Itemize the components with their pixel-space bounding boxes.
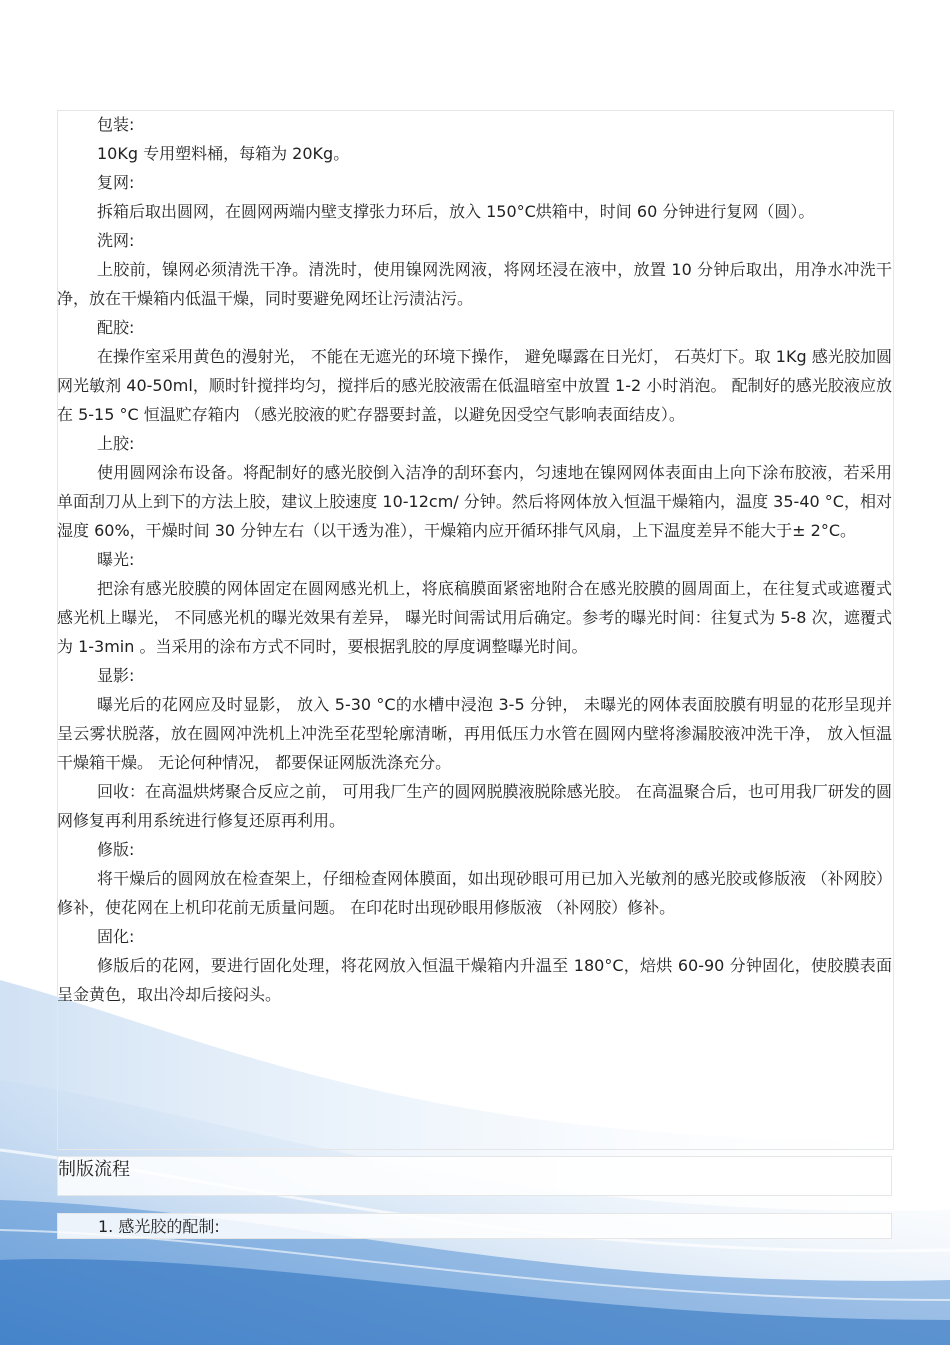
section-heading: 洗网: (97, 231, 135, 250)
section-paragraph: 拆箱后取出圆网，在圆网两端内壁支撑张力环后，放入 150°C烘箱中，时间 60 分钟进行复网（圆）。 (97, 202, 815, 221)
section-paragraph: 把涂有感光胶膜的网体固定在圆网感光机上，将底稿膜面紧密地附合在感光胶膜的圆周面上，在往复式或遮覆式感光机上曝光， 不同感光机的曝光效果有差异， 曝光时间需试用后确定。参考的曝光时间：往复式为 5-8 次，遮覆式为 1-3min 。当采用的涂布方式不同时，要根据乳胶的厚度调整曝光时间。 (57, 579, 892, 656)
document-body (57, 110, 892, 1009)
first-step-label: 1. 感光胶的配制: (98, 1217, 220, 1236)
first-step-box (57, 1213, 892, 1239)
section-heading: 上胶: (97, 434, 135, 453)
flow-title: 制版流程 (58, 1159, 130, 1180)
section-paragraph: 修版后的花网，要进行固化处理，将花网放入恒温干燥箱内升温至 180°C，焙烘 60-90 分钟固化，使胶膜表面呈金黄色，取出冷却后接闷头。 (57, 956, 892, 1004)
section-heading: 曝光: (97, 550, 135, 569)
section-heading: 固化: (97, 927, 135, 946)
flow-title-box (57, 1156, 892, 1196)
section-paragraph: 使用圆网涂布设备。将配制好的感光胶倒入洁净的刮环套内，匀速地在镍网网体表面由上向下涂布胶液，若采用单面刮刀从上到下的方法上胶，建议上胶速度 10-12cm/ 分钟。然后将网体放入恒温干燥箱内，温度 35-40 °C，相对湿度 60%，干燥时间 30 分钟左右（以干透为准），干燥箱内应开循环排气风扇，上下温度差异不能大于± 2°C。 (57, 463, 892, 540)
section-heading: 复网: (97, 173, 135, 192)
section-heading: 显影: (97, 666, 135, 685)
section-heading: 修版: (97, 840, 135, 859)
section-paragraph: 上胶前，镍网必须清洗干净。清洗时，使用镍网洗网液，将网坯浸在液中，放置 10 分钟后取出，用净水冲洗干净，放在干燥箱内低温干燥，同时要避免网坯让污渍沾污。 (57, 260, 892, 308)
section-paragraph: 曝光后的花网应及时显影， 放入 5-30 °C的水槽中浸泡 3-5 分钟， 未曝光的网体表面胶膜有明显的花形呈现并呈云雾状脱落，放在圆网冲洗机上冲洗至花型轮廓清晰，再用低压力水管在圆网内壁将渗漏胶液冲洗干净， 放入恒温干燥箱干燥。 无论何种情况， 都要保证网版洗涤充分。 (57, 695, 892, 772)
section-paragraph: 10Kg 专用塑料桶，每箱为 20Kg。 (97, 144, 350, 163)
section-paragraph: 在操作室采用黄色的漫射光， 不能在无遮光的环境下操作， 避免曝露在日光灯， 石英灯下。取 1Kg 感光胶加圆网光敏剂 40-50ml，顺时针搅拌均匀，搅拌后的感光胶液需在低温暗室中放置 1-2 小时消泡。 配制好的感光胶液应放在 5-15 °C 恒温贮存箱内 （感光胶液的贮存器要封盖，以避免因受空气影响表面结皮）。 (57, 347, 892, 424)
section-heading: 包装: (97, 115, 135, 134)
section-paragraph: 将干燥后的圆网放在检查架上，仔细检查网体膜面，如出现砂眼可用已加入光敏剂的感光胶或修版液 （补网胶） 修补，使花网在上机印花前无质量问题。 在印花时出现砂眼用修版液 （补网胶）修补。 (57, 869, 892, 917)
section-heading: 配胶: (97, 318, 135, 337)
section-paragraph: 回收：在高温烘烤聚合反应之前， 可用我厂生产的圆网脱膜液脱除感光胶。 在高温聚合后，也可用我厂研发的圆网修复再利用系统进行修复还原再利用。 (57, 782, 892, 830)
